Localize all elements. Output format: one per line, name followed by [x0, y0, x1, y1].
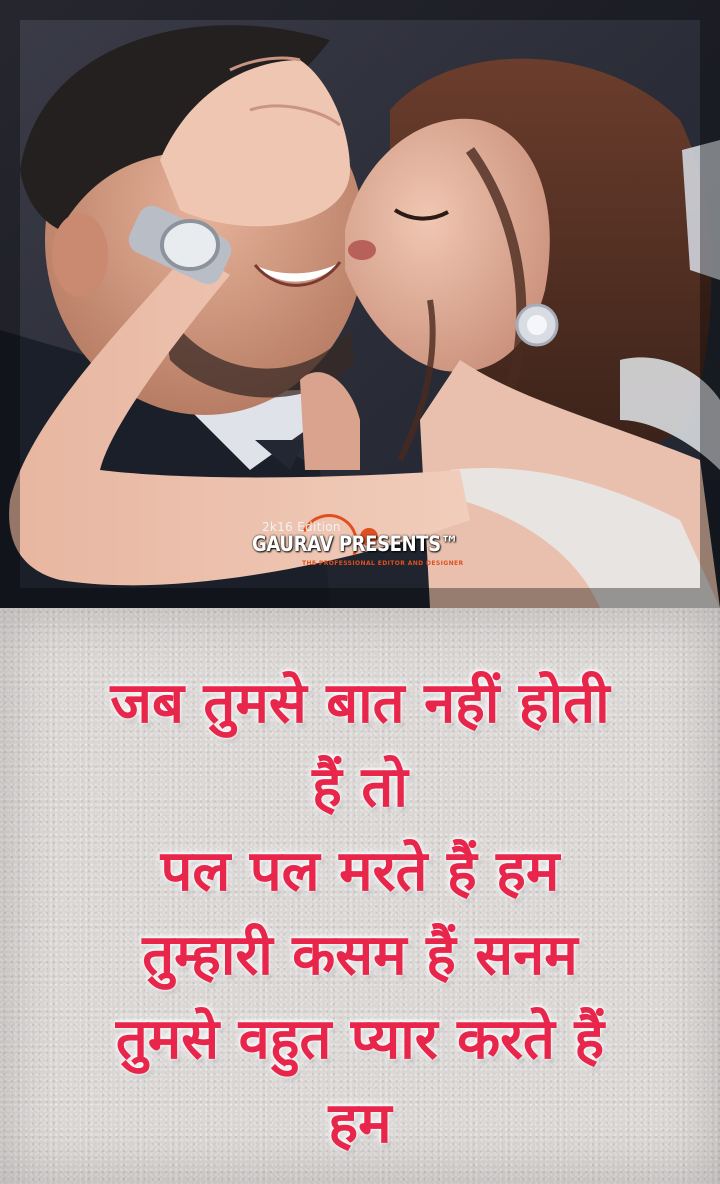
quote-line: तुमसे वहुत प्यार करते हैं	[115, 1007, 605, 1072]
quote-line: पल पल मरते हैं हम	[160, 839, 560, 904]
watermark-edition: 2k16 Edition	[262, 520, 341, 534]
watermark-title: GAURAV PRESENTS™	[252, 532, 459, 556]
watermark-subtitle: THE PROFESSIONAL EDITOR AND DESIGNER	[302, 560, 464, 567]
quote-line: जब तुमसे बात नहीं होती	[110, 671, 610, 736]
quote-line: हैं तो	[312, 755, 408, 820]
quote-line: हम	[328, 1091, 392, 1156]
quote-panel	[0, 608, 720, 1184]
gaurav-presents-watermark	[240, 512, 480, 582]
quote-text	[0, 662, 720, 1166]
quote-line: तुम्हारी कसम हैं सनम	[142, 923, 578, 988]
